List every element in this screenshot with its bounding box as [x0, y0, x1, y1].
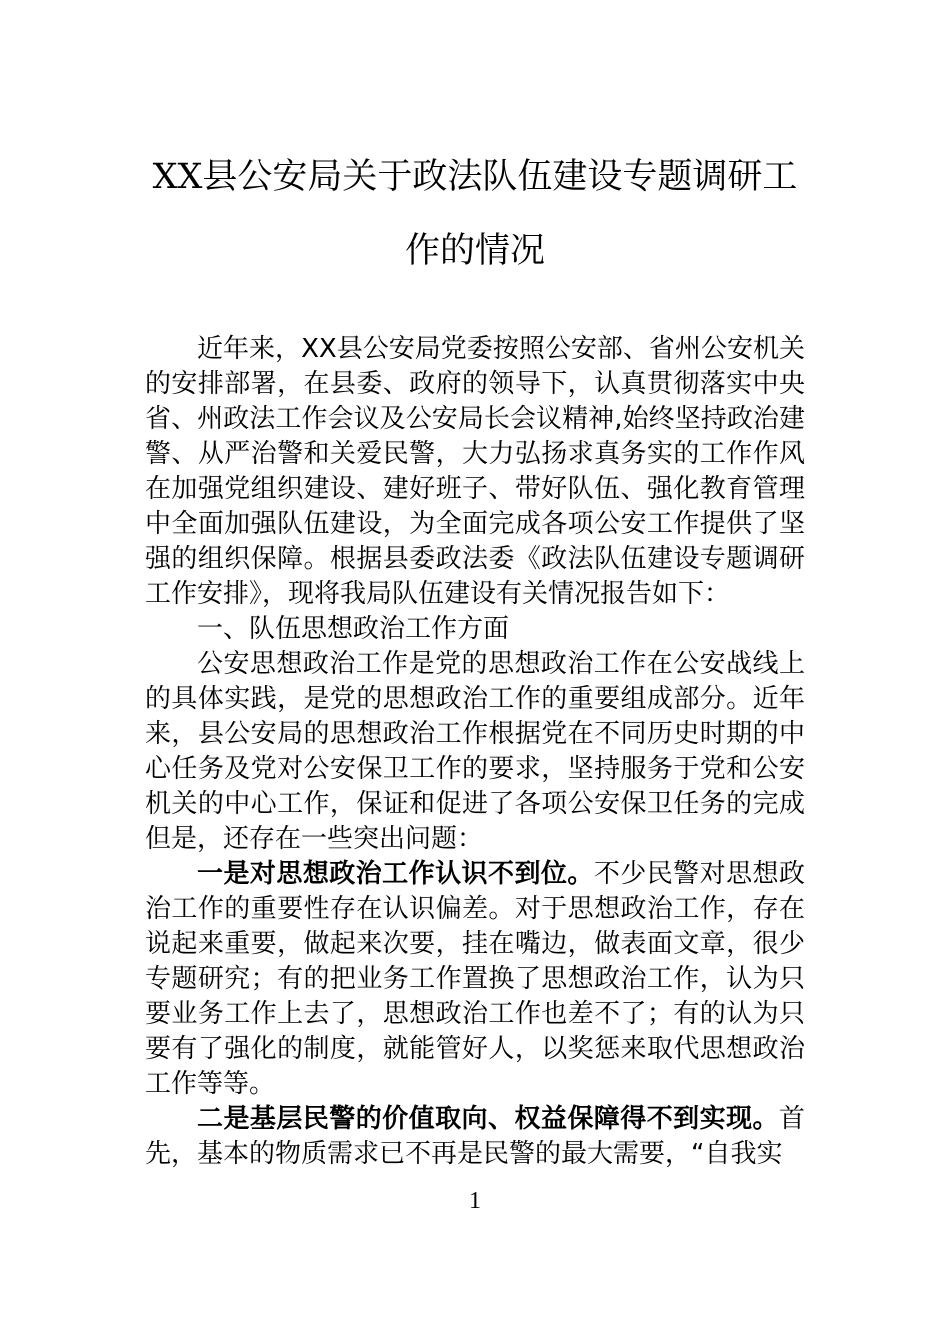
page-number: 1 [469, 1188, 481, 1214]
section1-paragraph: 公安思想政治工作是党的思想政治工作在公安战线上的具体实践，是党的思想政治工作的重要组成部分。近年来，县公安局的思想政治工作根据党在不同历史时期的中心任务及党对公安保卫工作的要求，坚持服务于党和公安机关的中心工作，保证和促进了各项公安保卫任务的完成但是，还存在一些突出问题： [145, 649, 805, 854]
point1-lead: 一是对思想政治工作认识不到位。 [197, 859, 594, 889]
point1-text: 不少民警对思想政治工作的重要性存在认识偏差。对于思想政治工作，存在说起来重要，做起来次要，挂在嘴边，做表面文章，很少专题研究；有的把业务工作置换了思想政治工作，认为只要业务工作上去了，思想政治工作也差不了；有的认为只要有了强化的制度，就能管好人，以奖惩来取代思想政治工作等等。 [145, 859, 805, 1099]
point1-paragraph [145, 857, 805, 1102]
title-line1: 县公安局关于政法队伍建设专题调研工 [202, 157, 798, 197]
intro-paragraph: 近年来，XX县公安局党委按照公安部、省州公安机关的安排部署，在县委、政府的领导下，认真贯彻落实中央省、州政法工作会议及公安局长会议精神,始终坚持政治建警、从严治警和关爱民警，大力弘扬求真务实的工作作风在加强党组织建设、建好班子、带好队伍、强化教育管理中全面加强队伍建设，为全面完成各项公安工作提供了坚强的组织保障。根据县委政法委《政法队伍建设专题调研工作安排》，现将我局队伍建设有关情况报告如下： [145, 334, 805, 609]
section1-heading: 一、队伍思想政治工作方面 [197, 614, 510, 644]
point2-lead: 二是基层民警的价值取向、权益保障得不到实现。 [197, 1104, 779, 1134]
point2-text: 首先，基本的物质需求已不再是民警的最大需要，“自我实 [145, 1104, 805, 1169]
title-line2: 作的情况 [404, 231, 545, 271]
document-body [145, 332, 805, 1172]
document-title [130, 140, 820, 288]
point2-paragraph [145, 1102, 805, 1172]
title-prefix: XX [152, 157, 203, 197]
